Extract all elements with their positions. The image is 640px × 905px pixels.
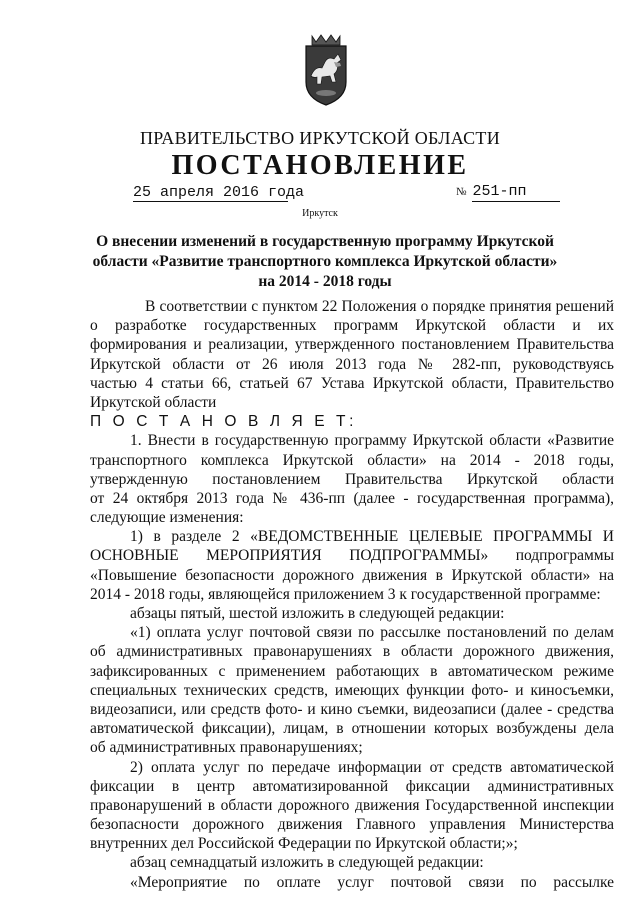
document-type: ПОСТАНОВЛЕНИЕ: [171, 150, 469, 181]
body-line: следующие изменения:: [90, 509, 244, 527]
body-line: безопасности дорожного движения Главного управления Министерства: [90, 816, 614, 834]
body-line: автоматической фиксации), лицам, в отношении которых возбуждены дела: [90, 720, 614, 738]
body-line: Иркутской области: [90, 393, 217, 411]
document-subject: [90, 232, 560, 292]
subject-line: О внесении изменений в государственную программу Иркутской: [96, 233, 554, 250]
body-line: «Мероприятие по оплате услуг почтовой связи по рассылке: [130, 873, 614, 891]
resolution-keyword: П О С Т А Н О В Л Я Е Т:: [90, 413, 358, 431]
body-line: 2014 - 2018 годы, являющейся приложением 3 к государственной программе:: [90, 585, 601, 603]
subject-line: на 2014 - 2018 годы: [258, 273, 392, 290]
body-line: частью 4 статьи 66, статьей 67 Устава Иркутской области, Правительство: [90, 374, 614, 392]
body-line: о разработке государственных программ Иркутской области и их: [90, 317, 614, 335]
body-line: зафиксированных с применением работающих в автоматическом режиме: [90, 662, 614, 680]
body-line: формирования и реализации, утвержденного постановлением Правительства: [90, 336, 614, 354]
body-line: правонарушений в области дорожного движения Государственной инспекции: [90, 796, 614, 814]
body-line: транспортного комплекса Иркутской области» на 2014 - 2018 годы,: [90, 451, 614, 469]
city-name: Иркутск: [302, 208, 338, 219]
body-line: специальных технических средств, имеющих функции фото- и киносъемки,: [90, 681, 614, 699]
body-line: внутренних дел Российской Федерации по Иркутской области;»;: [90, 835, 518, 853]
body-line: фиксации в центр автоматизированной фиксации административных: [90, 777, 614, 795]
date-underline: [133, 201, 288, 202]
body-line: «Повышение безопасности дорожного движения в Иркутской области» на: [90, 566, 614, 584]
body-line: утвержденную постановлением Правительства Иркутской области: [90, 470, 614, 488]
number-underline: [472, 201, 560, 202]
body-line: 1) в разделе 2 «ВЕДОМСТВЕННЫЕ ЦЕЛЕВЫЕ ПРОГРАММЫ И: [130, 528, 614, 546]
body-line: абзац семнадцатый изложить в следующей редакции:: [130, 854, 484, 872]
body-line: В соответствии с пунктом 22 Положения о порядке принятия решений: [145, 298, 614, 315]
subject-line: области «Развитие транспортного комплекса Иркутской области»: [92, 253, 558, 270]
body-line: «1) оплата услуг почтовой связи по рассылке постановлений по делам: [130, 624, 614, 642]
irkutsk-coat-of-arms-icon: [303, 32, 349, 106]
body-line: абзацы пятый, шестой изложить в следующей редакции:: [130, 605, 505, 622]
body-line: ОСНОВНЫЕ МЕРОПРИЯТИЯ ПОДПРОГРАММЫ» подпрограммы: [90, 547, 614, 565]
body-line: об административных правонарушениях;: [90, 739, 363, 757]
document-date: 25 апреля 2016 года: [133, 184, 305, 201]
document-body: [90, 297, 614, 892]
body-line: 2) оплата услуг по передаче информации от средств автоматической: [130, 758, 614, 776]
body-line: видеозаписи, или средств фото- и кино съемки, видеозаписи (далее - средства: [90, 700, 614, 718]
body-line: Иркутской области от 26 июля 2013 года № 282-пп, руководствуясь: [90, 355, 614, 373]
body-line: об административных правонарушениях в области дорожного движения,: [90, 643, 614, 661]
number-value: 251-пп: [472, 183, 527, 200]
number-sign: №: [456, 186, 467, 198]
document-number: [456, 182, 527, 200]
body-line: от 24 октября 2013 года № 436-пп (далее - государственная программа),: [90, 489, 614, 507]
government-title: ПРАВИТЕЛЬСТВО ИРКУТСКОЙ ОБЛАСТИ: [139, 128, 501, 148]
body-line: 1. Внести в государственную программу Иркутской области «Развитие: [130, 432, 614, 450]
